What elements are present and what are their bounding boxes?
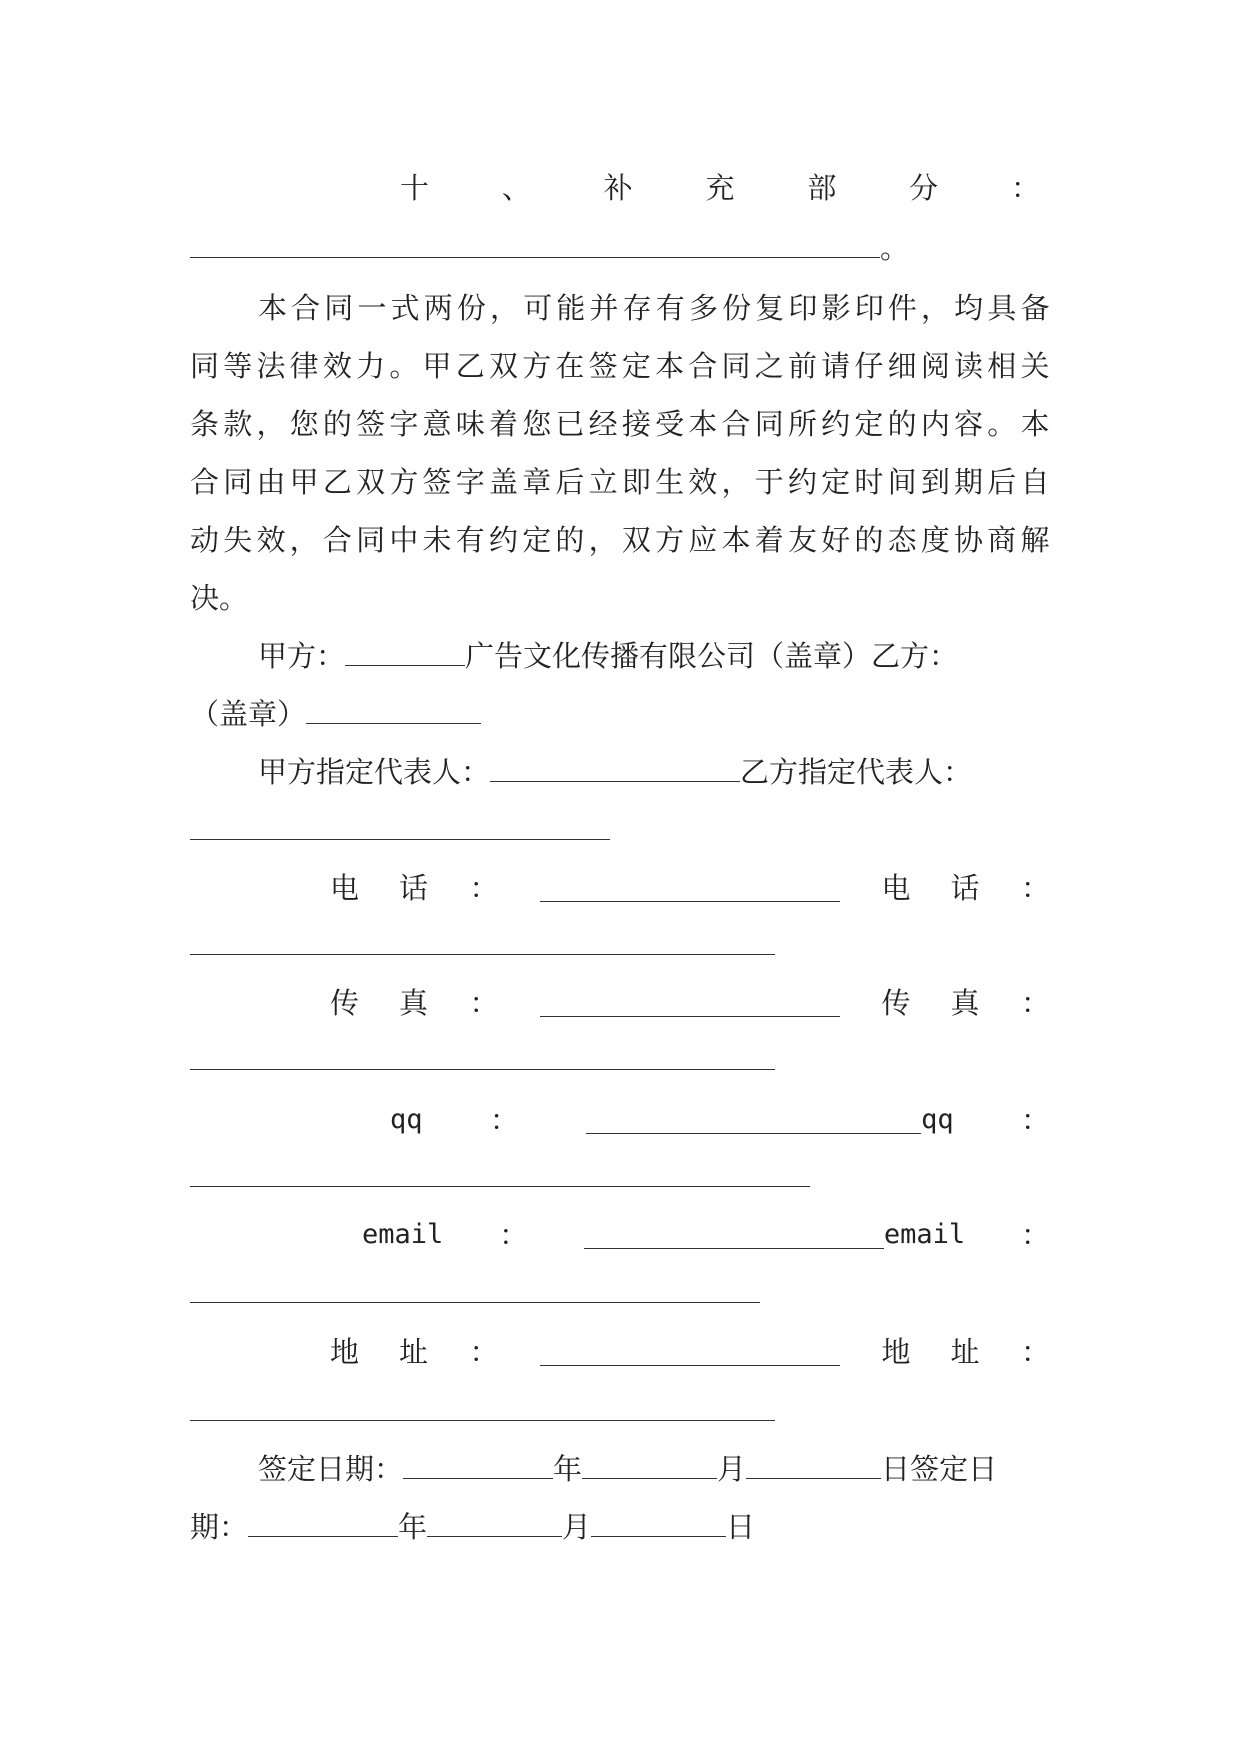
party-a-blank xyxy=(345,638,465,666)
sign-date-line xyxy=(258,1449,1050,1489)
fax-label-a: 传 真 xyxy=(330,986,429,1020)
year-b: 年 xyxy=(398,1510,428,1544)
section-char: ： xyxy=(1010,171,1040,205)
month-b-blank xyxy=(427,1509,562,1537)
paragraph-line xyxy=(190,404,1050,444)
qq-colon-a: ： xyxy=(489,1103,519,1137)
day-a: 日 xyxy=(881,1452,911,1486)
paragraph-line xyxy=(258,288,1050,328)
year-a-blank xyxy=(403,1451,553,1479)
address-b-blank xyxy=(190,1420,775,1421)
fax-b-blank xyxy=(190,1069,775,1070)
sign-date-line-b xyxy=(190,1507,1050,1547)
email-a-blank xyxy=(584,1221,884,1249)
qq-a-group xyxy=(586,1100,954,1140)
paragraph-line xyxy=(190,520,1050,560)
party-b-stamp: （盖章） xyxy=(190,697,307,731)
sign-date-label-b-part2: 期： xyxy=(190,1510,249,1544)
section-char: 部 xyxy=(807,171,837,205)
qq-label-a: qq xyxy=(390,1104,423,1135)
paragraph-text: 本合同一式两份，可能并存有多份复印影印件，均具备 xyxy=(258,291,1050,325)
phone-label-b: 电 话 xyxy=(881,871,980,905)
fax-label-b: 传 真 xyxy=(881,986,980,1020)
sign-date-label-b-part1: 签定日 xyxy=(910,1452,998,1486)
party-a-label: 甲方： xyxy=(258,639,346,673)
address-colon-b: ： xyxy=(1020,1335,1050,1369)
paragraph-line xyxy=(190,346,1050,386)
section-blank xyxy=(190,230,880,258)
address-label-a: 地 址 xyxy=(330,1335,429,1369)
email-colon-b: ： xyxy=(1020,1218,1050,1252)
rep-a-blank xyxy=(490,754,740,782)
paragraph-text: 合同由甲乙双方签字盖章后立即生效，于约定时间到期后自 xyxy=(190,465,1050,499)
day-a-blank xyxy=(746,1451,881,1479)
section-char: 分 xyxy=(909,171,939,205)
party-b-line xyxy=(190,694,1050,734)
fax-a-blank xyxy=(540,989,840,1017)
paragraph-text: 决。 xyxy=(190,581,249,615)
party-b-blank xyxy=(306,696,481,724)
phone-colon-b: ： xyxy=(1020,871,1050,905)
fax-colon-b: ： xyxy=(1020,986,1050,1020)
section-end-mark: 。 xyxy=(880,231,910,265)
month-b: 月 xyxy=(562,1510,592,1544)
paragraph-text: 条款，您的签字意味着您已经接受本合同所约定的内容。本 xyxy=(190,407,1050,441)
month-a: 月 xyxy=(717,1452,747,1486)
reps-line xyxy=(258,752,1050,792)
paragraph-line xyxy=(190,462,1050,502)
qq-label-b: qq xyxy=(921,1104,954,1135)
day-b: 日 xyxy=(726,1510,756,1544)
address-a-blank xyxy=(540,1338,840,1366)
paragraph-line xyxy=(190,578,1050,618)
email-label-b: email xyxy=(883,1219,966,1250)
party-line xyxy=(258,636,1050,676)
qq-b-blank xyxy=(190,1186,810,1187)
qq-colon-b: ： xyxy=(1020,1103,1050,1137)
phone-row xyxy=(330,868,1050,908)
rep-b-label: 乙方指定代表人： xyxy=(740,755,973,789)
phone-colon-a: ： xyxy=(469,871,499,905)
sign-date-label: 签定日期： xyxy=(258,1452,404,1486)
qq-a-blank xyxy=(586,1106,921,1134)
email-colon-a: ： xyxy=(499,1218,529,1252)
email-row xyxy=(362,1215,1050,1255)
year-a: 年 xyxy=(553,1452,583,1486)
address-row xyxy=(330,1332,1050,1372)
day-b-blank xyxy=(591,1509,726,1537)
party-a-name: 广告文化传播有限公司（盖章）乙方： xyxy=(465,639,959,673)
email-a-group xyxy=(584,1215,965,1255)
section-heading xyxy=(400,168,1040,208)
section-blank-line xyxy=(190,228,1050,268)
fax-colon-a: ： xyxy=(469,986,499,1020)
rep-a-label: 甲方指定代表人： xyxy=(258,755,491,789)
section-char: 补 xyxy=(603,171,633,205)
month-a-blank xyxy=(582,1451,717,1479)
email-b-blank xyxy=(190,1302,760,1303)
section-char: 、 xyxy=(501,171,531,205)
phone-label-a: 电 话 xyxy=(330,871,429,905)
paragraph-text: 动失效，合同中未有约定的，双方应本着友好的态度协商解 xyxy=(190,523,1050,557)
section-char: 充 xyxy=(705,171,735,205)
email-label-a: email xyxy=(362,1219,444,1250)
fax-row xyxy=(330,983,1050,1023)
address-label-b: 地 址 xyxy=(881,1335,980,1369)
paragraph-text: 同等法律效力。甲乙双方在签定本合同之前请仔细阅读相关 xyxy=(190,349,1050,383)
section-char: 十 xyxy=(400,171,430,205)
qq-row xyxy=(390,1100,1050,1140)
year-b-blank xyxy=(248,1509,398,1537)
phone-a-blank xyxy=(540,874,840,902)
phone-b-blank xyxy=(190,954,775,955)
address-colon-a: ： xyxy=(469,1335,499,1369)
rep-b-blank xyxy=(190,839,610,840)
